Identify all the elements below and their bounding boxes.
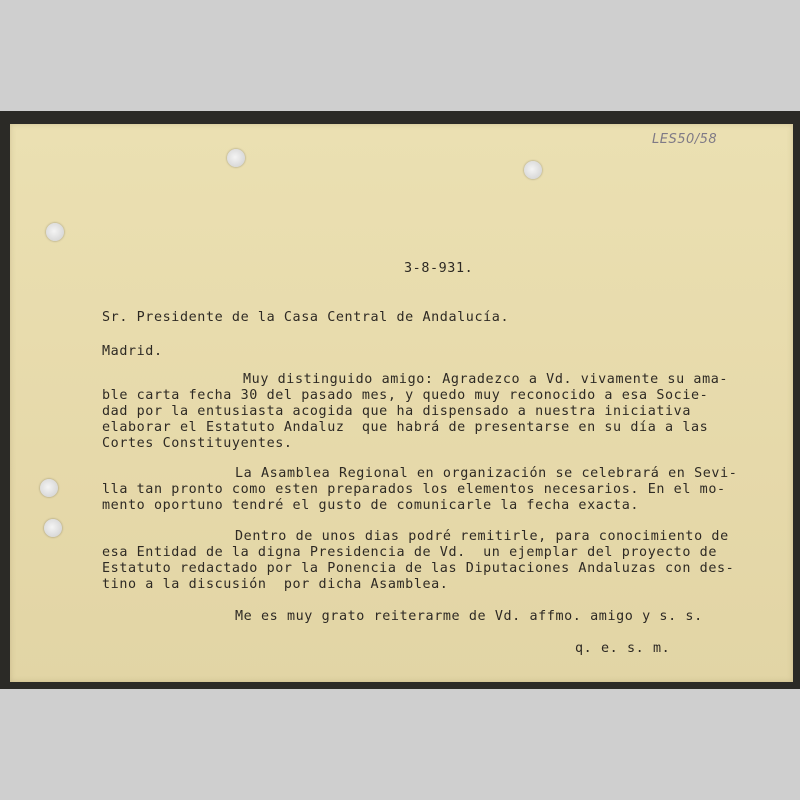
place-line: Madrid. [102, 344, 163, 359]
punch-hole-top-right [524, 161, 542, 179]
recipient-line: Sr. Presidente de la Casa Central de Andalucía. [102, 310, 510, 325]
paragraph3-line: Estatuto redactado por la Ponencia de las Diputaciones Andaluzas con des- [102, 561, 735, 576]
paragraph1-line: dad por la entusiasta acogida que ha dispensado a nuestra iniciativa [102, 404, 692, 419]
punch-hole-top-left [227, 149, 245, 167]
paragraph2-line: mento oportuno tendré el gusto de comunicarle la fecha exacta. [102, 498, 640, 513]
punch-hole-left-3 [44, 519, 62, 537]
signoff-line: q. e. s. m. [575, 641, 671, 656]
paragraph1-line: Cortes Constituyentes. [102, 436, 293, 451]
paragraph3-line: esa Entidad de la digna Presidencia de Vd. un ejemplar del proyecto de [102, 545, 717, 560]
paragraph3-line: tino a la discusión por dicha Asamblea. [102, 577, 449, 592]
letter-date: 3-8-931. [404, 261, 474, 276]
closing-line: Me es muy grato reiterarme de Vd. affmo. amigo y s. s. [235, 609, 703, 624]
paragraph2-line: La Asamblea Regional en organización se celebrará en Sevi- [235, 466, 738, 481]
punch-hole-left-1 [46, 223, 64, 241]
punch-hole-left-2 [40, 479, 58, 497]
paragraph1-line: elaborar el Estatuto Andaluz que habrá de presentarse en su día a las [102, 420, 709, 435]
paragraph1-line: ble carta fecha 30 del pasado mes, y quedo muy reconocido a esa Socie- [102, 388, 709, 403]
archive-reference: LES50/58 [652, 132, 718, 147]
paragraph3-line: Dentro de unos dias podré remitirle, para conocimiento de [235, 529, 729, 544]
paragraph2-line: lla tan pronto como esten preparados los elementos necesarios. En el mo- [102, 482, 726, 497]
paragraph1-line: Muy distinguido amigo: Agradezco a Vd. vivamente su ama- [243, 372, 729, 387]
